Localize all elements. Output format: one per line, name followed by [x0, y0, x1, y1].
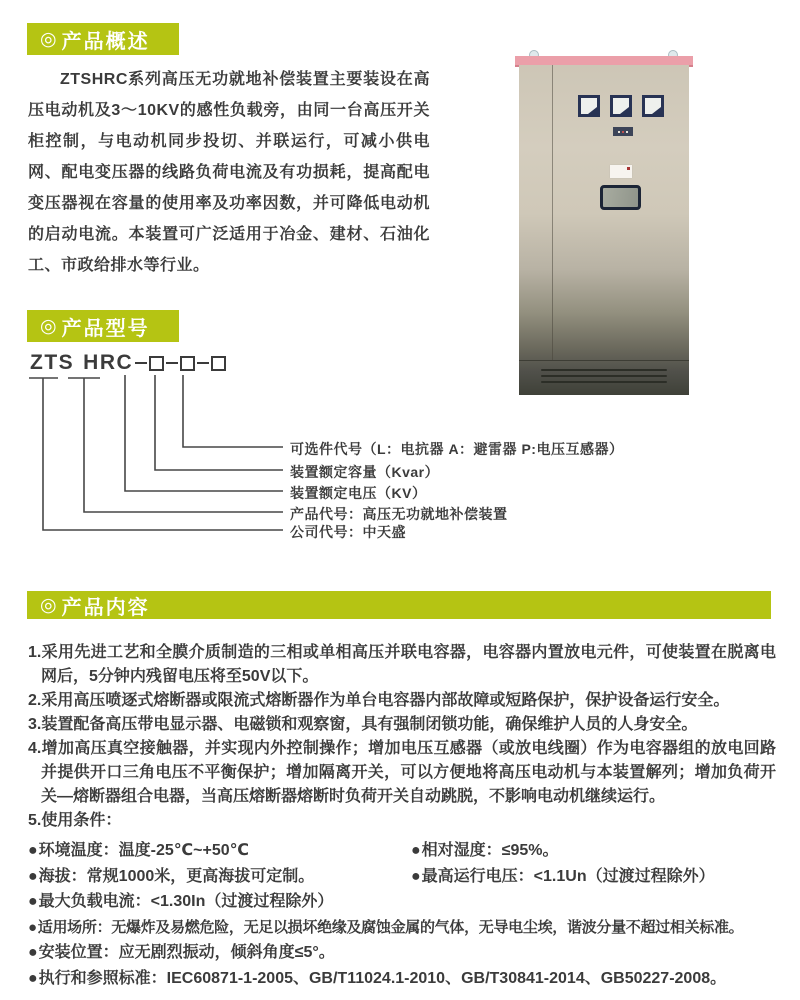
bullet-icon: ● — [28, 969, 38, 987]
analog-meter-icon — [610, 95, 632, 117]
condition-right-cell — [411, 838, 558, 864]
content-title: 产品内容 — [61, 596, 150, 619]
product-code: HRC — [83, 351, 134, 374]
cabinet-body — [519, 65, 689, 395]
model-separator — [166, 362, 178, 364]
analog-meter-icon — [642, 95, 664, 117]
bullet-icon: ● — [28, 918, 37, 936]
model-label-capacity: 装置额定容量（Kvar） — [290, 464, 440, 480]
condition-text: 执行和参照标准：IEC60871-1-2005、GB/T11024.1-2010、GB/T30841-2014、GB50227-2008。 — [38, 969, 727, 987]
vent-slot — [541, 369, 667, 371]
model-label-voltage: 装置额定电压（KV） — [290, 485, 427, 501]
condition-text: 适用场所：无爆炸及易燃危险，无足以损坏绝缘及腐蚀金属的气体，无导电尘埃，谐波分量不超过相关标准。 — [37, 918, 744, 936]
model-title: 产品型号 — [61, 317, 150, 340]
vent-slot — [541, 375, 667, 377]
list-item: 5.使用条件： — [28, 812, 122, 829]
bullseye-icon: ◎ — [40, 594, 57, 616]
indicator-dot — [626, 131, 628, 133]
model-placeholder-box — [211, 356, 226, 371]
model-separator — [197, 362, 209, 364]
overview-section-header — [27, 23, 179, 55]
usage-conditions-list — [28, 838, 800, 991]
bullseye-icon: ◎ — [40, 315, 57, 337]
condition-right-cell — [411, 864, 715, 890]
condition-text: 安装位置：应无剧烈振动，倾斜角度≤5°。 — [38, 944, 335, 961]
nameplate-label — [610, 165, 632, 178]
overview-paragraph: ZTSHRC系列高压无功就地补偿装置主要装设在高压电动机及3～10KV的感性负载旁，由同一台高压开关柜控制，与电动机同步投切、并联运行，可减小供电网、配电变压器的线路负荷电流及有功损耗，提高配电变压器视在容量的使用率及功率因数，并可降低电动机的启动电流。本装置可广泛适用于冶金、建材、石油化工、市政给排水等行业。 — [28, 71, 430, 274]
bullet-icon: ● — [28, 867, 38, 885]
bullet-icon: ● — [28, 893, 38, 910]
condition-text: 最大负载电流：<1.30In（过渡过程除外） — [38, 893, 334, 910]
bullet-icon: ● — [28, 944, 38, 961]
ventilation-grille — [519, 361, 689, 395]
bullet-icon: ● — [28, 842, 38, 859]
condition-text: 环境温度：温度-25℃~+50℃ — [38, 842, 250, 859]
model-placeholder-box — [149, 356, 164, 371]
indicator-dot — [618, 131, 620, 133]
model-placeholder-box — [180, 356, 195, 371]
model-section-header — [27, 310, 179, 342]
content-list — [28, 641, 776, 833]
condition-row — [28, 940, 800, 966]
model-separator — [135, 362, 147, 364]
list-item: 2.采用高压喷逐式熔断器或限流式熔断器作为单台电容器内部故障或短路保护，保护设备运行安全。 — [28, 692, 730, 709]
analog-meter-icon — [578, 95, 600, 117]
indicator-panel — [613, 127, 633, 136]
condition-row — [28, 864, 800, 890]
inspection-window — [600, 185, 641, 210]
content-section-header — [27, 591, 771, 619]
company-code: ZTS — [30, 351, 75, 374]
condition-row — [28, 915, 800, 941]
model-label-options: 可选件代号（L：电抗器 A：避雷器 P:电压互感器） — [290, 441, 624, 457]
condition-text: 相对湿度：≤95%。 — [421, 842, 559, 859]
list-item: 4.增加高压真空接触器，并实现内外控制操作；增加电压互感器（或放电线圈）作为电容器组的放电回路并提供开口三角电压不平衡保护；增加隔离开关，可以方便地将高压电动机与本装置解列；增加负荷开关—熔断器组合电器，当高压熔断器熔断时负荷开关自动跳脱，不影响电动机继续运行。 — [28, 740, 776, 805]
condition-text: 最高运行电压：<1.1Un（过渡过程除外） — [421, 867, 715, 885]
vent-slot — [541, 381, 667, 383]
model-breakdown-diagram — [28, 372, 298, 537]
condition-text: 海拔：常规1000米，更高海拔可定制。 — [38, 867, 315, 885]
cabinet-door-seam — [552, 65, 553, 360]
list-item: 3.装置配备高压带电显示器、电磁锁和观察窗，具有强制闭锁功能，确保维护人员的人身安全。 — [28, 716, 698, 733]
bullseye-icon: ◎ — [40, 28, 57, 50]
overview-title: 产品概述 — [61, 30, 150, 53]
model-label-company: 公司代号：中天盛 — [290, 524, 406, 540]
bullet-icon: ● — [411, 842, 421, 859]
condition-row — [28, 889, 800, 915]
cabinet-photo — [505, 42, 700, 397]
list-item: 1.采用先进工艺和全膜介质制造的三相或单相高压并联电容器，电容器内置放电元件，可使装置在脱离电网后，5分钟内残留电压将至50V以下。 — [28, 644, 776, 685]
indicator-dot — [622, 131, 624, 133]
condition-row — [28, 838, 800, 864]
condition-row — [28, 966, 800, 992]
bullet-icon: ● — [411, 867, 421, 885]
model-label-product: 产品代号：高压无功就地补偿装置 — [290, 506, 508, 522]
